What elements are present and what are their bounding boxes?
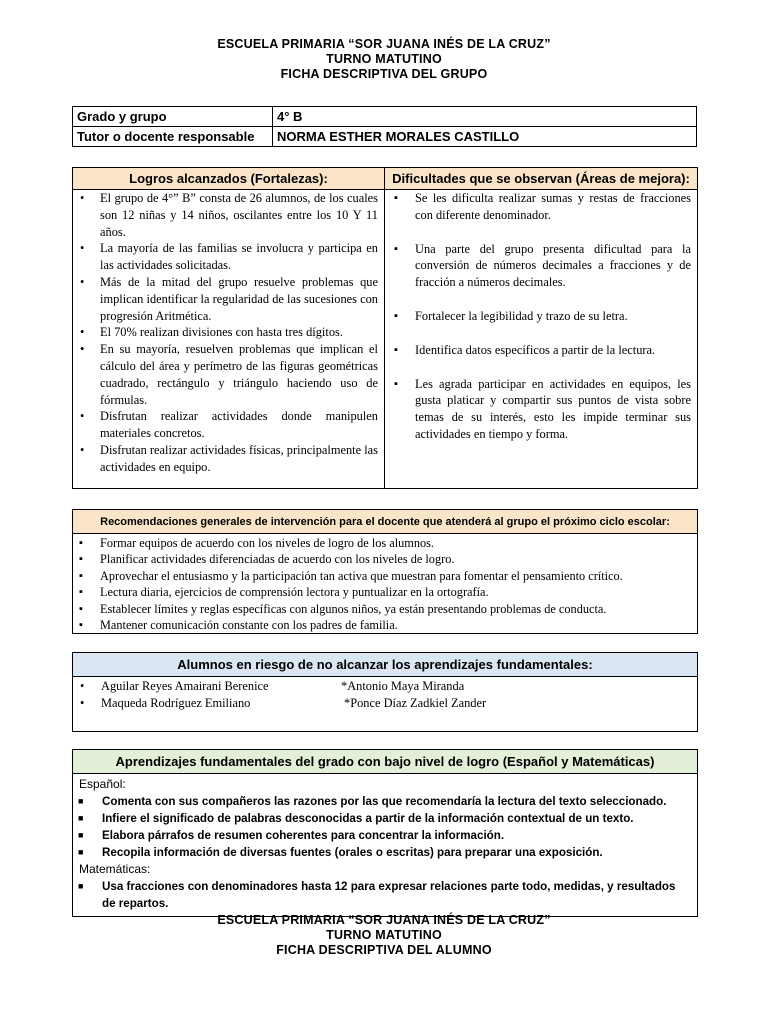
strengths-list xyxy=(73,190,384,476)
list-item: ▪ Establecer límites y reglas específicas con algunos niños, ya están presentando problemas de conducta. xyxy=(73,601,697,617)
list-item: ▪ Planificar actividades diferenciadas de acuerdo con los niveles de logro. xyxy=(73,551,697,567)
grade-value: 4° B xyxy=(273,107,697,127)
learning-outcomes-header: Aprendizajes fundamentales del grado con bajo nivel de logro (Español y Matemáticas) xyxy=(73,750,698,774)
school-name: ESCUELA PRIMARIA “SOR JUANA INÉS DE LA CRUZ” xyxy=(217,913,551,927)
recommendations-cell xyxy=(73,534,698,634)
student-name: *Ponce Díaz Zadkiel Zander xyxy=(344,696,487,710)
bullet-icon: • xyxy=(80,696,85,710)
list-item: ■ Comenta con sus compañeros las razones por las que recomendaría la lectura del texto seleccionado. xyxy=(73,793,697,810)
next-document-header xyxy=(0,913,768,958)
recommendations-list xyxy=(73,535,697,633)
at-risk-row xyxy=(73,695,697,712)
at-risk-row xyxy=(73,678,697,695)
list-item: ▪ Se les dificulta realizar sumas y restas de fracciones con diferente denominador. xyxy=(385,190,697,224)
list-item: ■ Elabora párrafos de resumen coherentes para concentrar la información. xyxy=(73,827,697,844)
at-risk-students-table xyxy=(72,652,698,732)
list-item: • En su mayoría, resuelven problemas que implican el cálculo del área y perímetro de las figuras geométricas cuadrado, rectángulo y triángulo haciendo uso de fórmulas. xyxy=(73,341,384,408)
list-item: • El grupo de 4°” B” consta de 26 alumnos, de los cuales son 12 niñas y 14 niños, oscilantes entre los 10 Y 11 años. xyxy=(73,190,384,240)
list-item: • Más de la mitad del grupo resuelve problemas que implican identificar la regularidad de las sucesiones con progresión Aritmética. xyxy=(73,274,384,324)
learning-outcomes-table xyxy=(72,749,698,917)
student-name: *Antonio Maya Miranda xyxy=(341,679,465,693)
list-item: ■ Usa fracciones con denominadores hasta 12 para expresar relaciones parte todo, medidas, y resultados de repartos. xyxy=(73,878,697,912)
bullet-icon: • xyxy=(80,679,85,693)
list-item: ▪ Una parte del grupo presenta dificultad para la conversión de números decimales a fracciones y de fracción a números decimales. xyxy=(385,241,697,291)
list-item: ▪ Les agrada participar en actividades en equipos, les gusta platicar y compartir sus puntos de vista sobre temas de su interés, esto les impide terminar sus actividades en tiempo y forma. xyxy=(385,376,697,443)
recommendations-table xyxy=(72,509,698,634)
shift-label: TURNO MATUTINO xyxy=(326,928,442,942)
math-list xyxy=(73,878,697,912)
at-risk-cell xyxy=(73,677,698,732)
list-item: ▪ Mantener comunicación constante con los padres de familia. xyxy=(73,617,697,633)
strengths-header: Logros alcanzados (Fortalezas): xyxy=(73,168,385,190)
list-item: ▪ Lectura diaria, ejercicios de comprensión lectora y puntualizar en la ortografía. xyxy=(73,584,697,600)
math-label: Matemáticas: xyxy=(79,862,151,876)
weaknesses-list xyxy=(385,190,697,443)
tutor-value: NORMA ESTHER MORALES CASTILLO xyxy=(273,127,697,147)
grade-label: Grado y grupo xyxy=(73,107,273,127)
spanish-list xyxy=(73,793,697,861)
list-item: • Disfrutan realizar actividades físicas, principalmente las actividades en equipo. xyxy=(73,442,384,476)
strengths-cell xyxy=(73,190,385,489)
list-item: ▪ Fortalecer la legibilidad y trazo de su letra. xyxy=(385,308,697,325)
at-risk-header: Alumnos en riesgo de no alcanzar los aprendizajes fundamentales: xyxy=(73,653,698,677)
list-item: ▪ Identifica datos específicos a partir de la lectura. xyxy=(385,342,697,359)
list-item: ▪ Formar equipos de acuerdo con los niveles de logro de los alumnos. xyxy=(73,535,697,551)
list-item: ■ Infiere el significado de palabras desconocidas a partir de la información contextual de un texto. xyxy=(73,810,697,827)
weaknesses-header: Dificultades que se observan (Áreas de mejora): xyxy=(385,168,698,190)
document-title: FICHA DESCRIPTIVA DEL GRUPO xyxy=(280,67,488,81)
list-item: • Disfrutan realizar actividades donde manipulen materiales concretos. xyxy=(73,408,384,442)
strengths-weaknesses-table xyxy=(72,167,698,489)
group-info-table xyxy=(72,106,697,147)
list-item: • El 70% realizan divisiones con hasta tres dígitos. xyxy=(73,324,384,341)
recommendations-header: Recomendaciones generales de intervención para el docente que atenderá al grupo el próximo ciclo escolar: xyxy=(73,510,698,534)
school-name: ESCUELA PRIMARIA “SOR JUANA INÉS DE LA CRUZ” xyxy=(217,37,551,51)
student-name: Maqueda Rodríguez Emiliano xyxy=(101,696,251,710)
document-title: FICHA DESCRIPTIVA DEL ALUMNO xyxy=(276,943,492,957)
weaknesses-cell xyxy=(385,190,698,489)
tutor-row xyxy=(73,127,697,147)
tutor-label: Tutor o docente responsable xyxy=(73,127,273,147)
list-item: ▪ Aprovechar el entusiasmo y la participación tan activa que muestran para fomentar el pensamiento crítico. xyxy=(73,568,697,584)
student-name: Aguilar Reyes Amairani Berenice xyxy=(101,679,269,693)
grade-row xyxy=(73,107,697,127)
spanish-label: Español: xyxy=(79,777,126,791)
shift-label: TURNO MATUTINO xyxy=(326,52,442,66)
list-item: ■ Recopila información de diversas fuentes (orales o escritas) para preparar una exposición. xyxy=(73,844,697,861)
document-header xyxy=(0,37,768,82)
list-item: • La mayoría de las familias se involucra y participa en las actividades solicitadas. xyxy=(73,240,384,274)
learning-outcomes-cell xyxy=(73,774,698,917)
